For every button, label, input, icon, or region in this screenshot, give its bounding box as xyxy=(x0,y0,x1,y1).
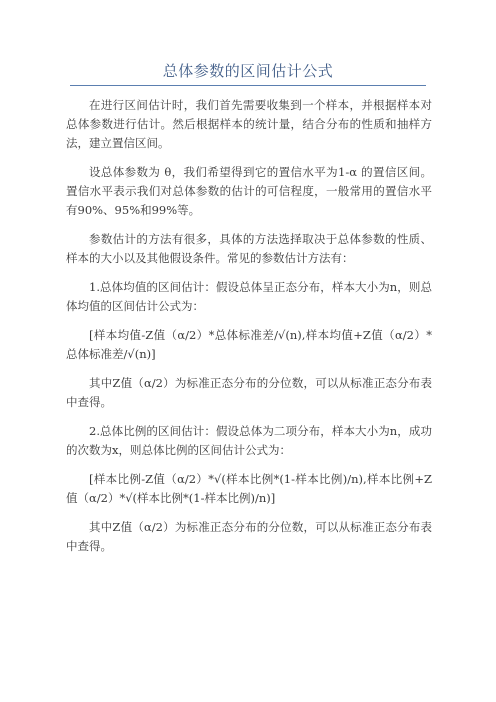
paragraph-confidence-level: 设总体参数为 θ，我们希望得到它的置信水平为1-α 的置信区间。置信水平表示我们对总体参数的估计的可信程度，一般常用的置信水平有90%、95%和99%等。 xyxy=(66,165,432,217)
formula-proportion-interval: [样本比例-Z值（α/2）*√(样本比例*(1-样本比例)/n),样本比例+Z值（α/2）*√(样本比例*(1-样本比例)/n)] xyxy=(66,472,432,505)
paragraph-proportion-estimate: 2.总体比例的区间估计：假设总体为二项分布，样本大小为n，成功的次数为x，则总体比例的区间估计公式为： xyxy=(66,424,432,457)
page-title: 总体参数的区间估计公式 xyxy=(162,62,334,80)
paragraph-z-value-note-1: 其中Z值（α/2）为标准正态分布的分位数，可以从标准正态分布表中查得。 xyxy=(66,376,432,409)
paragraph-methods: 参数估计的方法有很多，具体的方法选择取决于总体参数的性质、样本的大小以及其他假设条件。常见的参数估计方法有： xyxy=(66,232,432,265)
paragraph-intro: 在进行区间估计时，我们首先需要收集到一个样本，并根据样本对总体参数进行估计。然后根据样本的统计量，结合分布的性质和抽样方法，建立置信区间。 xyxy=(66,98,432,150)
paragraph-z-value-note-2: 其中Z值（α/2）为标准正态分布的分位数，可以从标准正态分布表中查得。 xyxy=(66,520,432,553)
title-underline xyxy=(70,85,426,86)
formula-mean-interval: [样本均值-Z值（α/2）*总体标准差/√(n),样本均值+Z值（α/2）*总体标准差/√(n)] xyxy=(66,328,432,361)
document-body xyxy=(66,96,432,566)
paragraph-mean-estimate: 1.总体均值的区间估计：假设总体呈正态分布，样本大小为n，则总体均值的区间估计公式为： xyxy=(66,280,432,313)
